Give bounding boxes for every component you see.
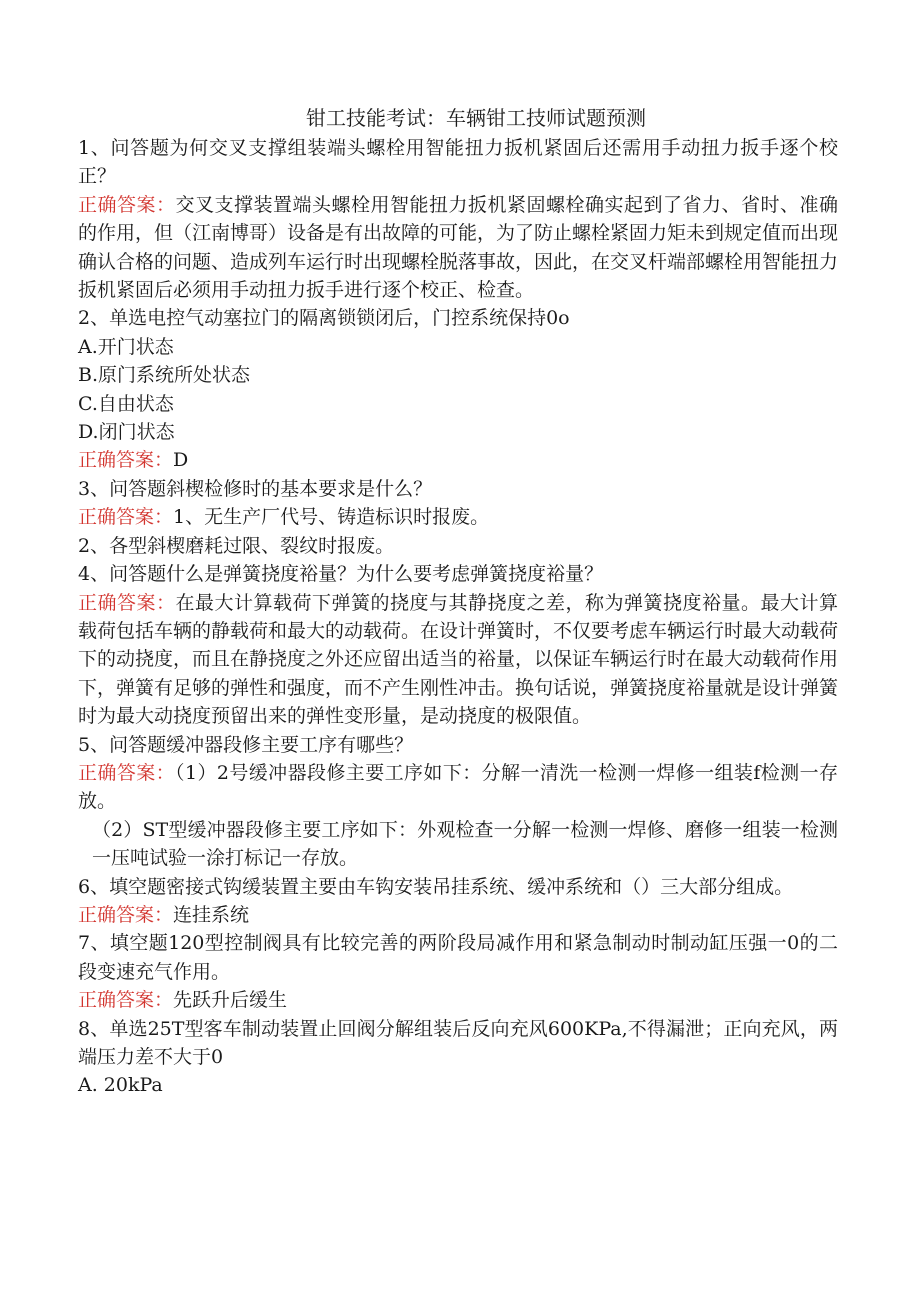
- question-3: [78, 475, 838, 560]
- answer-label: 正确答案：: [78, 506, 174, 529]
- answer-text: 1、无生产厂代号、铸造标识时报废。: [173, 506, 490, 529]
- answer: [78, 986, 838, 1014]
- question-6: [78, 873, 838, 930]
- answer: [78, 503, 838, 531]
- question-2: [78, 304, 838, 474]
- answer: [78, 901, 838, 929]
- question-4: [78, 560, 838, 730]
- answer-text: 交叉支撑装置端头螺栓用智能扭力扳机紧固螺栓确实起到了省力、省时、准确的作用，但（江南博哥）设备是有出故障的可能，为了防止螺栓紧固力矩未到规定值而出现确认合格的问题、造成列车运行时出现螺栓脱落事故，因此，在交叉杆端部螺栓用智能扭力扳机紧固后必须用手动扭力扳手进行逐个校正、检查。: [78, 193, 839, 302]
- answer-continuation: （2）ST型缓冲器段修主要工序如下：外观检查一分解一检测一焊修、磨修一组装一检测一压吨试验一涂打标记一存放。: [92, 818, 838, 870]
- answer-text: D: [173, 449, 189, 472]
- question-1: [78, 134, 838, 304]
- question-stem: 6、填空题密接式钩缓装置主要由车钩安装吊挂系统、缓冲系统和（）三大部分组成。: [78, 875, 794, 898]
- answer: [78, 191, 838, 305]
- question-8: [78, 1015, 838, 1100]
- answer-label: 正确答案：: [78, 193, 176, 216]
- question-stem: 2、单选电控气动塞拉门的隔离锁锁闭后，门控系统保持0o: [78, 307, 570, 330]
- option-a: A.开门状态: [78, 335, 174, 358]
- option-d: D.闭门状态: [78, 421, 175, 444]
- answer-text: 在最大计算载荷下弹簧的挠度与其静挠度之差，称为弹簧挠度裕量。最大计算载荷包括车辆的静载荷和最大的动载荷。在设计弹簧时，不仅要考虑车辆运行时最大动载荷下的动挠度，而且在静挠度之外还应留出适当的裕量，以保证车辆运行时在最大动载荷作用下，弹簧有足够的弹性和强度，而不产生刚性冲击。换句话说，弹簧挠度裕量就是设计弹簧时为最大动挠度预留出来的弹性变形量，是动挠度的极限值。: [78, 591, 839, 728]
- document-page: [78, 104, 838, 1100]
- answer-label: 正确答案：: [78, 903, 174, 926]
- answer: [78, 759, 838, 816]
- option-c: C.自由状态: [78, 392, 174, 415]
- answer-continuation: 2、各型斜楔磨耗过限、裂纹时报废。: [78, 534, 395, 557]
- question-stem: 5、问答题缓冲器段修主要工序有哪些？: [78, 733, 414, 756]
- question-stem: 8、单选25T型客车制动装置止回阀分解组装后反向充风600KPa,不得漏泄；正向充风，两端压力差不大于0: [78, 1017, 838, 1068]
- answer-label: 正确答案：: [78, 449, 174, 472]
- answer-text: 先跃升后缓生: [173, 989, 288, 1012]
- option-b: B.原门系统所处状态: [78, 364, 251, 387]
- question-7: [78, 929, 838, 1014]
- answer: [78, 446, 838, 474]
- answer-text: 连挂系统: [173, 903, 250, 926]
- question-stem: 7、填空题120型控制阀具有比较完善的两阶段局减作用和紧急制动时制动缸压强一0的二段变速充气作用。: [78, 932, 838, 983]
- answer-label: 正确答案：: [78, 989, 174, 1012]
- question-stem: 3、问答题斜楔检修时的基本要求是什么？: [78, 477, 433, 500]
- answer-label: 正确答案：: [78, 761, 176, 784]
- answer: [78, 589, 838, 731]
- answer-label: 正确答案：: [78, 591, 176, 614]
- option-a: A. 20kPa: [78, 1074, 163, 1097]
- answer-text: （1）2号缓冲器段修主要工序如下：分解一清洗一检测一焊修一组装f检测一存放。: [78, 761, 838, 813]
- question-5: [78, 731, 838, 873]
- question-stem: 1、问答题为何交叉支撑组装端头螺栓用智能扭力扳机紧固后还需用手动扭力扳手逐个校正？: [78, 137, 838, 188]
- page-title: 钳工技能考试：车辆钳工技师试题预测: [306, 106, 646, 130]
- question-stem: 4、问答题什么是弹簧挠度裕量？为什么要考虑弹簧挠度裕量？: [78, 563, 604, 586]
